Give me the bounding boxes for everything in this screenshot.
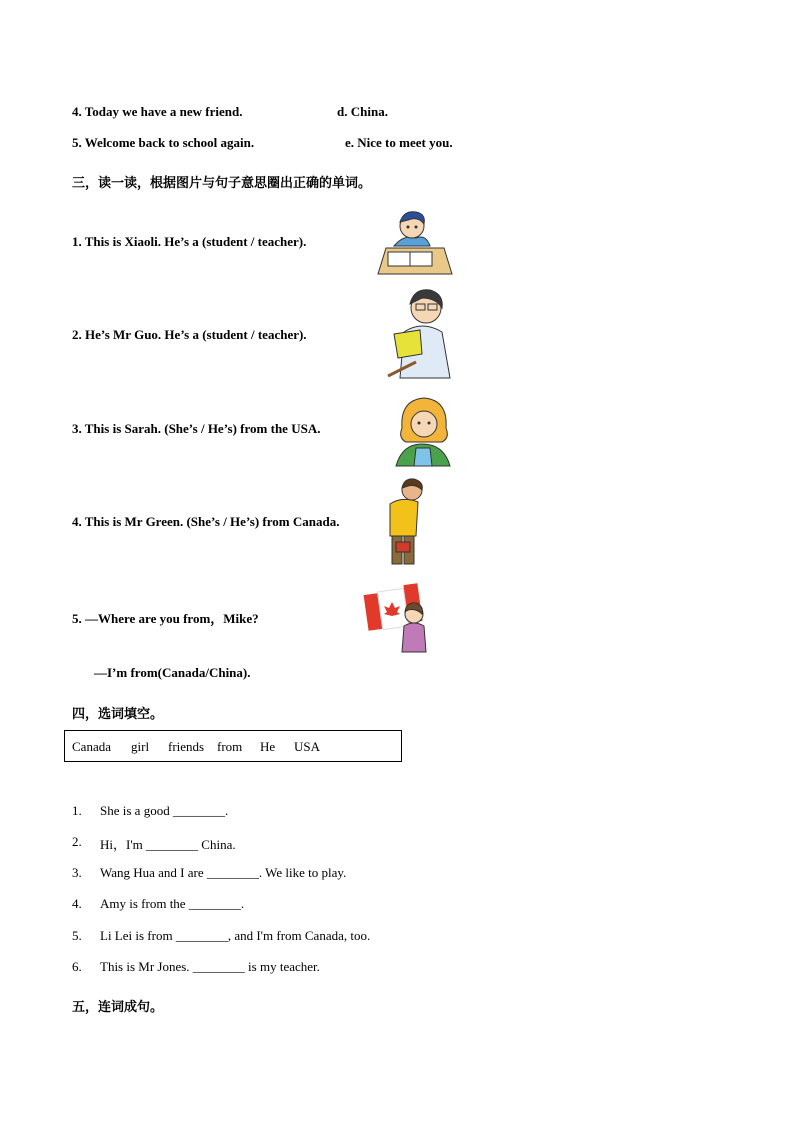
mike-canada-flag-illustration xyxy=(362,580,436,654)
matching-row5-left: 5. Welcome back to school again. xyxy=(72,135,255,150)
section3-item-5: 5. —Where are you from，Mike? xyxy=(72,611,259,626)
mr-green-illustration xyxy=(384,476,432,566)
fill-item-4-number: 4. xyxy=(72,896,82,911)
section5-heading: 五，连词成句。 xyxy=(72,1000,164,1015)
matching-row5-right: e. Nice to meet you. xyxy=(345,135,453,150)
fill-item-3-number: 3. xyxy=(72,865,82,880)
fill-item-1-number: 1. xyxy=(72,803,82,818)
fill-item-5-number: 5. xyxy=(72,928,82,943)
girl-sarah-illustration xyxy=(392,392,454,468)
fill-item-2-text: Hi，I'm ________ China. xyxy=(100,837,236,852)
section3-heading: 三，读一读，根据图片与句子意思圈出正确的单词。 xyxy=(72,176,372,191)
section3-item-3: 3. This is Sarah. (She’s / He’s) from the USA. xyxy=(72,421,321,436)
section4-heading: 四，选词填空。 xyxy=(72,707,164,722)
word-bank-word-6: USA xyxy=(294,739,321,754)
section3-item-2: 2. He’s Mr Guo. He’s a (student / teacher). xyxy=(72,327,307,342)
word-bank-word-4: from xyxy=(217,739,243,754)
fill-item-4-text: Amy is from the ________. xyxy=(100,896,245,911)
fill-item-6-number: 6. xyxy=(72,959,82,974)
fill-item-1-text: She is a good ________. xyxy=(100,803,229,818)
matching-row4-left: 4. Today we have a new friend. xyxy=(72,104,243,119)
word-bank-word-5: He xyxy=(260,739,276,754)
fill-item-6-text: This is Mr Jones. ________ is my teacher. xyxy=(100,959,320,974)
word-bank-box xyxy=(64,730,402,762)
boy-student-reading-illustration xyxy=(374,206,456,278)
word-bank-word-3: friends xyxy=(168,739,205,754)
fill-item-5-text: Li Lei is from ________, and I'm from Canada, too. xyxy=(100,928,371,943)
fill-item-2-number: 2. xyxy=(72,834,82,849)
section3-item-5-answer: —I’m from(Canada/China). xyxy=(94,665,251,680)
section3-item-1: 1. This is Xiaoli. He’s a (student / teacher). xyxy=(72,234,307,249)
teacher-with-book-illustration xyxy=(386,284,458,380)
word-bank-word-2: girl xyxy=(131,739,150,754)
matching-row4-right: d. China. xyxy=(337,104,388,119)
word-bank-word-1: Canada xyxy=(72,739,111,754)
section3-item-4: 4. This is Mr Green. (She’s / He’s) from Canada. xyxy=(72,514,340,529)
fill-item-3-text: Wang Hua and I are ________. We like to play. xyxy=(100,865,347,880)
